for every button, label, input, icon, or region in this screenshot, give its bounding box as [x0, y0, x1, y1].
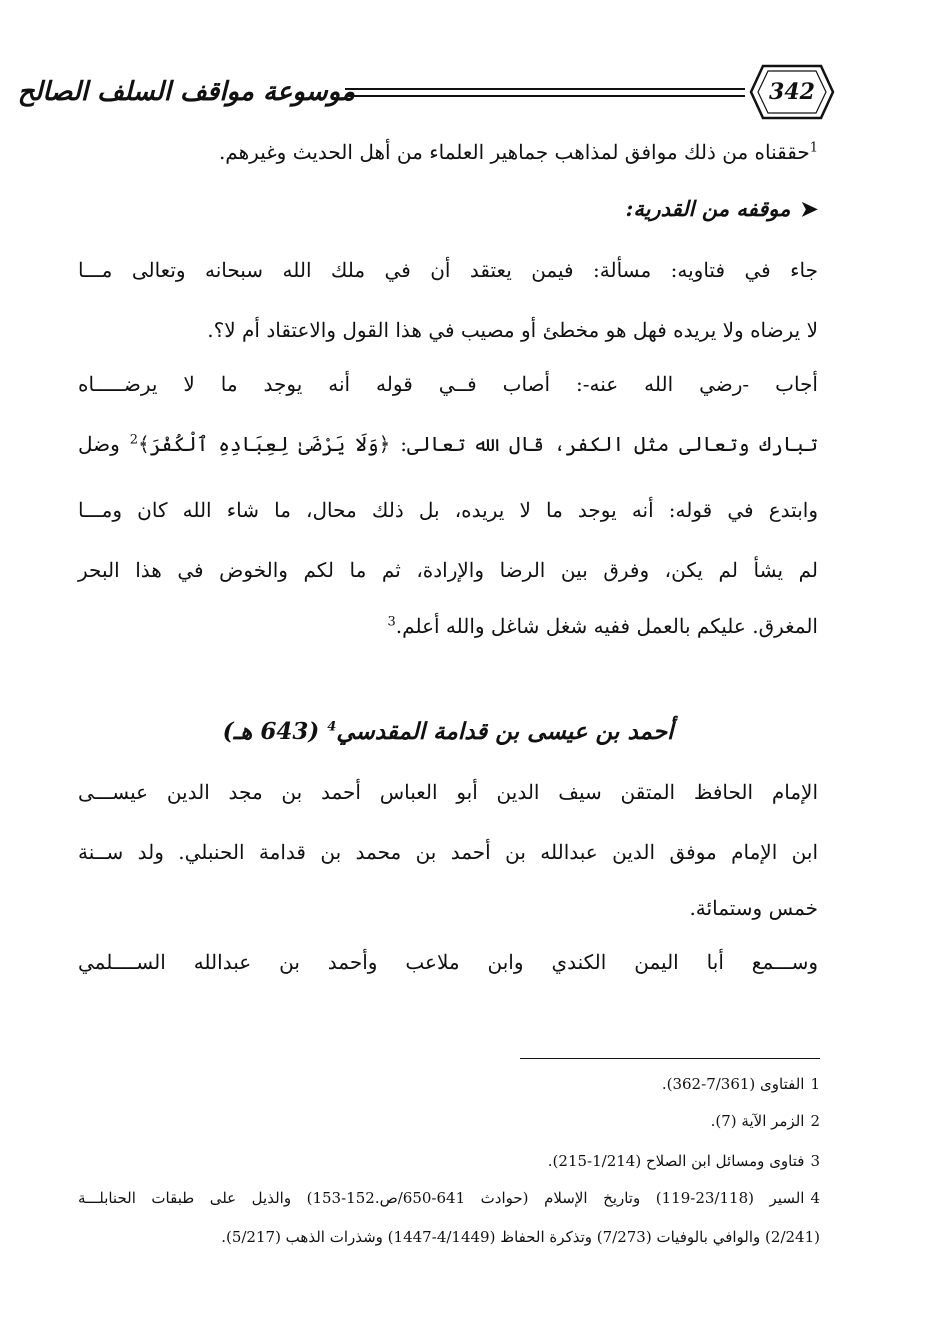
pointer-arrow-icon: ➤	[800, 196, 818, 221]
text-line: لا يرضاه ولا يريده فهل هو مخطئ أو مصيب في هذا القول والاعتقاد أم لا؟.	[207, 318, 818, 342]
page-header	[17, 62, 835, 126]
footnote-ref: 1	[809, 140, 818, 156]
text-line: وســـمع أبا اليمن الكندي وابن ملاعب وأحمد بن عبدالله الســــلمي	[78, 950, 818, 974]
footnote-ref: 2	[129, 432, 138, 448]
text-line: خمس وستمائة.	[689, 896, 818, 920]
footnote: 4السير (23/118-119) وتاريخ الإسلام (حوادث 641-650/ص.152-153) والذيل على طبقات الحنابلـــة	[78, 1189, 820, 1207]
footnote: 1الفتاوى (7/361-362).	[661, 1075, 820, 1093]
footnote-ref: 3	[387, 614, 396, 630]
page-number: 342	[769, 79, 815, 105]
footnote: 3فتاوى ومسائل ابن الصلاح (1/214-215).	[547, 1152, 820, 1170]
text-line: ابن الإمام موفق الدين عبدالله بن أحمد بن محمد بن قدامة الحنبلي. ولد ســنة	[78, 840, 818, 864]
header-rule-bottom	[345, 95, 745, 97]
text-line: لم يشأ لم يكن، وفرق بين الرضا والإرادة، ثم ما لكم والخوض في هذا البحر	[78, 558, 818, 582]
footnote-continued: (2/241) والوافي بالوفيات (7/273) وتذكرة الحفاظ (4/1449-1447) وشذرات الذهب (5/217).	[221, 1228, 820, 1246]
section-heading: أحمد بن عيسى بن قدامة المقدسي$^4$ (643 هـ)	[222, 718, 674, 745]
text-line: وابتدع في قوله: أنه يوجد ما لا يريده، بل ذلك محال، ما شاء الله كان ومـــا	[78, 498, 818, 522]
book-title: موسوعة مواقف السلف الصالح	[17, 77, 355, 107]
footnote-ref: 4	[327, 719, 337, 735]
footnote: 2الزمر الآية (7).	[710, 1112, 820, 1130]
header-rule-top	[345, 88, 745, 90]
text-line: المغرق. عليكم بالعمل ففيه شغل شاغل والله أعلم.$^3$	[387, 614, 818, 638]
text-line: الإمام الحافظ المتقن سيف الدين أبو العباس أحمد بن مجد الدين عيســـى	[78, 780, 818, 804]
page-number-badge	[749, 62, 835, 122]
text-line: جاء في فتاويه: مسألة: فيمن يعتقد أن في ملك الله سبحانه وتعالى مـــا	[78, 258, 818, 282]
text-line: $^1$حققناه من ذلك موافق لمذاهب جماهير العلماء من أهل الحديث وغيرهم.	[218, 140, 818, 164]
text-line: تبارك وتعالى مثل الكفر، قال الله تعالى: ﴿وَلَا يَرْضَىٰ لِعِبَادِهِ ٱلْكُفْرَ﴾$^2$ وضل	[78, 432, 818, 456]
footnote-separator	[520, 1058, 820, 1059]
subheading-qadariyya: ➤موقفه من القدرية:	[625, 196, 818, 221]
text-line: أجاب -رضي الله عنه-: أصاب فــي قوله أنه يوجد ما لا يرضـــــاه	[78, 372, 818, 396]
